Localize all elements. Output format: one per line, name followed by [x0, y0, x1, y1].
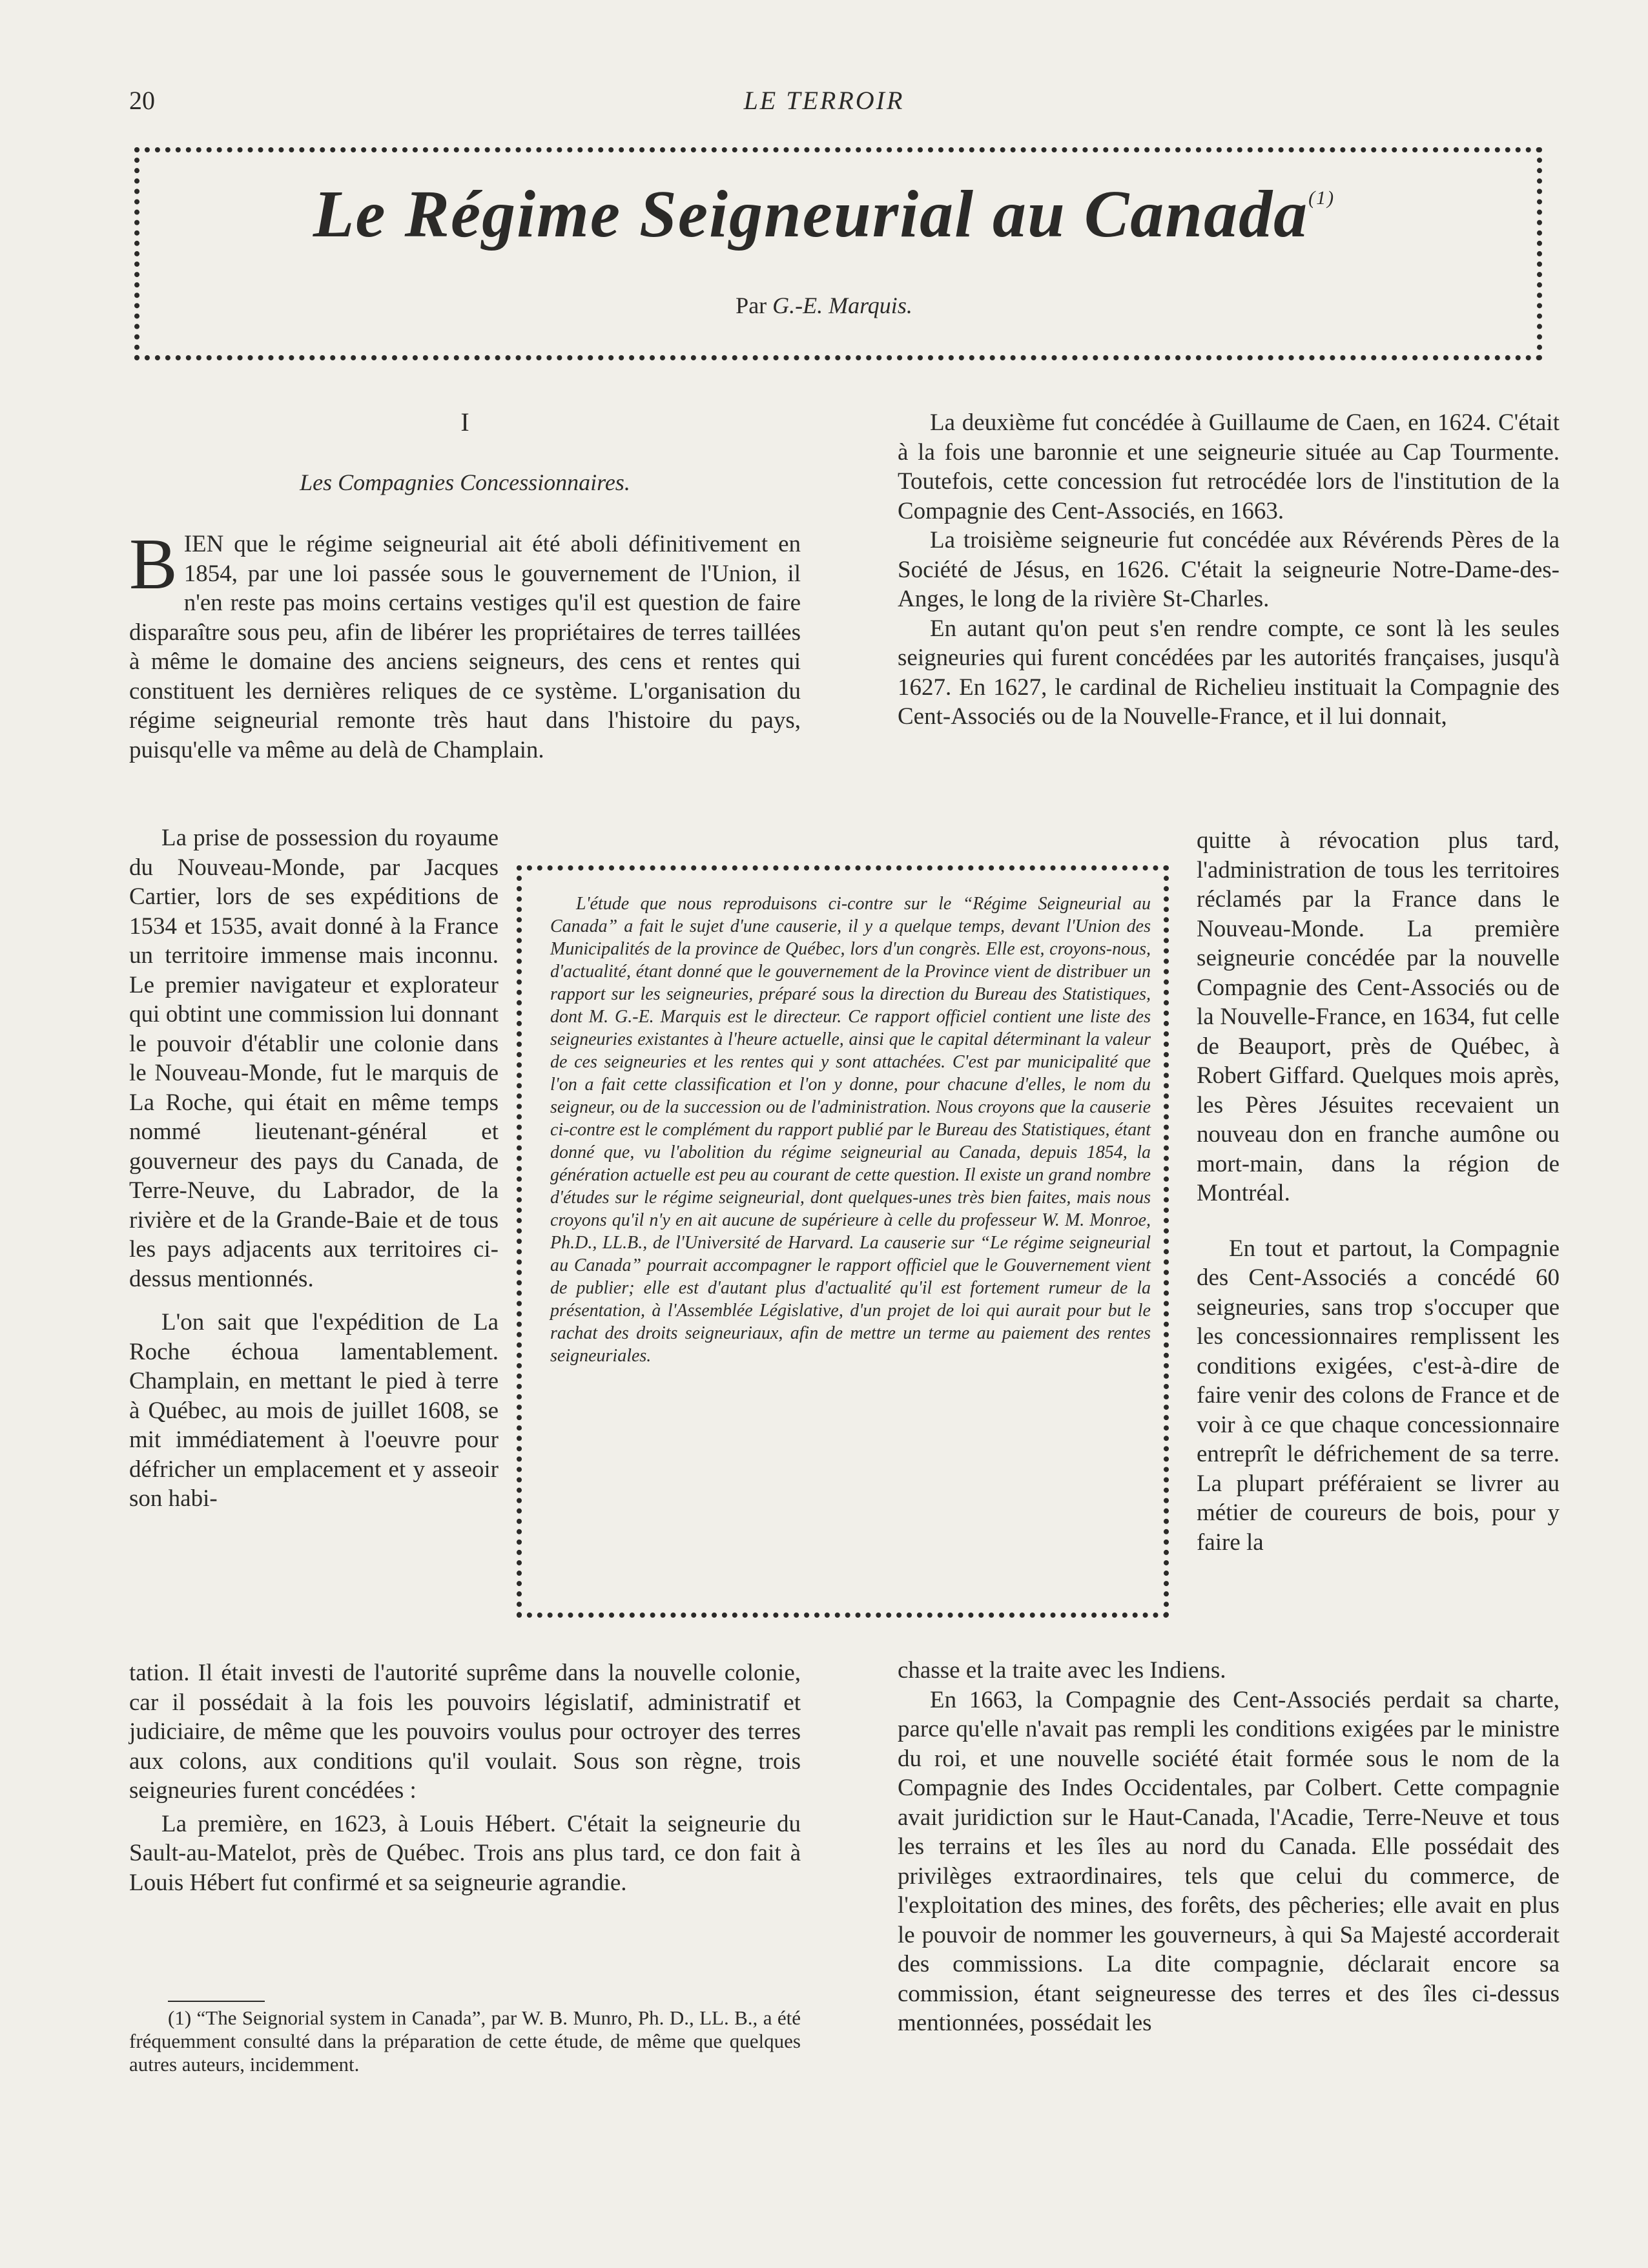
footnote: (1) “The Seignorial system in Canada”, par W. B. Munro, Ph. D., LL. B., a été fréquemment consulté dans la préparation de cette étude, de même que quelques autres auteurs, incidemment.: [129, 2006, 801, 2076]
right-narrow-block: [1197, 826, 1560, 1557]
section-title: Les Compagnies Concessionnaires.: [300, 469, 630, 495]
author-name: G.-E. Marquis.: [772, 293, 912, 318]
left-paragraph-3b: tation. Il était investi de l'autorité suprême dans la nouvelle colonie, car il possédait à la fois les pouvoirs législatif, administratif et judiciaire, de même que les pouvoirs voulus pour octroyer des terres aux colons, aux conditions qu'il voulait. Sous son règne, trois seigneuries furent concédées :: [129, 1660, 801, 1804]
page-number: 20: [129, 86, 155, 115]
left-paragraph-1: BIEN que le régime seigneurial ait été aboli définitivement en 1854, par une loi passée sous le gouvernement de l'Union, il n'en reste pas moins certains vestiges qu'il est question de faire disparaître sous peu, afin de libérer les propriétaires de terres taillées à même le domaine des anciens seigneurs, des cens et rentes qui constituent les dernières reliques de ce système. L'organisation du régime seigneurial remonte très haut dans l'histoire du pays, puisqu'elle va même au delà de Champlain.: [129, 524, 801, 763]
left-narrow-block: [129, 823, 499, 1514]
right-paragraph-3a: En autant qu'on peut s'en rendre compte, ce sont là les seules seigneuries qui furent concédées par les autorités françaises, jusqu'à 1627. En 1627, le cardinal de Richelieu instituait la Compagnie des Cent-Associés ou de la Nouvelle-France, et il lui donnait,: [898, 615, 1560, 730]
title-footnote-marker: (1): [1308, 187, 1335, 209]
right-paragraph-3b: quitte à révocation plus tard, l'administration de tous les territoires réclamés par la France dans le Nouveau-Monde. La première seigneurie concédée par la nouvelle Compagnie des Cent-Associés ou de la Nouvelle-France, en 1634, fut celle de Beauport, près de Québec, à Robert Giffard. Quelques mois après, les Pères Jésuites recevaient un nouveau don en franche aumône ou mort-main, dans la région de Montréal.: [1197, 827, 1560, 1206]
footnote-rule: [168, 2001, 265, 2002]
right-upper-block: [898, 408, 1560, 732]
right-paragraph-5: En 1663, la Compagnie des Cent-Associés perdait sa charte, parce qu'elle n'avait pas rempli les conditions exigées par le ministre du roi, et une nouvelle société était formée sous le nom de la Compagnie des Indes Occidentales, par Colbert. Cette compagnie avait juridiction sur le Haut-Canada, l'Acadie, Terre-Neuve et tous les terrains et les îles au nord du Canada. Elle possédait des privilèges extraordinaires, tels que celui du commerce, de l'exploitation des mines, des forêts, des pêcheries; elle avait en plus le pouvoir de nommer les gouverneurs, à qui Sa Majesté accorderait des commissions. La dite compagnie, déclarait encore sa commission, étant seigneuresse des terres et des îles ci-dessus mentionnées, possédait les: [898, 1686, 1560, 2036]
byline: Par G.-E. Marquis.: [736, 293, 912, 318]
right-paragraph-1: La deuxième fut concédée à Guillaume de Caen, en 1624. C'était à la fois une baronnie et une seigneurie située au Cap Tourmente. Toutefois, cette concession fut retrocédée lors de l'institution de la Compagnie des Cent-Associés, en 1663.: [898, 409, 1560, 524]
left-lower-block: [129, 1658, 801, 1897]
right-paragraph-4a: En tout et partout, la Compagnie des Cent-Associés a concédé 60 seigneuries, sans trop s'occuper que les concessionnaires remplissent les conditions exigées, c'est-à-dire de faire venir des colons de France et de voir à ce que chaque concessionnaire entreprît le défrichement de sa terre. La plupart préféraient se livrer au métier de coureurs de bois, pour y faire la: [1197, 1235, 1560, 1556]
left-paragraph-2: La prise de possession du royaume du Nouveau-Monde, par Jacques Cartier, lors de ses expéditions de 1534 et 1535, avait donné à la France un territoire immense mais inconnu. Le premier navigateur et explorateur qui obtint une commission lui donnant le pouvoir d'établir une colonie dans le Nouveau-Monde, fut le marquis de La Roche, qui était en même temps nommé lieutenant-général et gouverneur des pays du Canada, de Terre-Neuve, du Labrador, de la rivière et de la Grande-Baie et de tous les pays adjacents aux territoires ci-dessus mentionnés.: [129, 825, 499, 1292]
left-paragraph-4: La première, en 1623, à Louis Hébert. C'était la seigneurie du Sault-au-Matelot, près de Québec. Trois ans plus tard, ce don fait à Louis Hébert fut confirmé et sa seigneurie agrandie.: [129, 1810, 801, 1896]
left-paragraph-3a: L'on sait que l'expédition de La Roche échoua lamentablement. Champlain, en mettant le pied à terre à Québec, au mois de juillet 1608, se mit immédiatement à l'oeuvre pour défricher un emplacement et y asseoir son habi-: [129, 1309, 499, 1512]
drop-cap: B: [129, 524, 178, 604]
article-title: Le Régime Seigneurial au Canada$^{(1)}$: [313, 177, 1335, 251]
right-paragraph-2: La troisième seigneurie fut concédée aux Révérends Pères de la Société de Jésus, en 1626. C'était la seigneurie Notre-Dame-des-Anges, le long de la rivière St-Charles.: [898, 527, 1560, 612]
right-lower-block: [898, 1656, 1560, 2038]
running-title: LE TERROIR: [743, 86, 905, 115]
section-number: I: [460, 407, 469, 437]
right-paragraph-4b: chasse et la traite avec les Indiens.: [898, 1657, 1226, 1684]
inset-note: L'étude que nous reproduisons ci-contre sur le “Régime Seigneurial au Canada” a fait le sujet d'une causerie, il y a quelque temps, devant l'Union des Municipalités de la province de Québec, lors d'un congrès. Elle est, croyons-nous, d'actualité, étant donné que le gouvernement de la Province vient de distribuer un rapport sur les seigneuries, préparé sous la direction du Bureau des Statistiques, dont M. G.-E. Marquis est le directeur. Ce rapport officiel contient une liste des seigneuries existantes à l'heure actuelle, ainsi que le capital déterminant la valeur de ces seigneuries et les rentes qui y sont attachées. C'est par municipalité que l'on a fait cette classification et l'on y donne, pour chacune d'elles, le nom du seigneur, ou de la succession ou de l'administration. Nous croyons que la causerie ci-contre est le complément du rapport publié par le Bureau des Statistiques, étant donné que, vu l'abolition du régime seigneurial au Canada, depuis 1854, la génération actuelle est peu au courant de cette question. Il existe un grand nombre d'études sur le régime seigneurial, dont quelques-unes très bien faites, mais nous croyons qu'il n'y en ait aucune de supérieure à celle du professeur W. M. Monroe, Ph.D., LL.B., de l'Université de Harvard. La causerie sur “Le régime seigneurial au Canada” pourrait accompagner le rapport officiel que le Gouvernement vient de publier; elle est d'autant plus d'actualité qu'il est fortement rumeur de la présentation, à l'Assemblée Législative, d'un projet de loi qui aurait pour but le rachat des droits seigneuriaux, afin de mettre un terme au paiement des rentes seigneuriales.: [550, 894, 1151, 1366]
